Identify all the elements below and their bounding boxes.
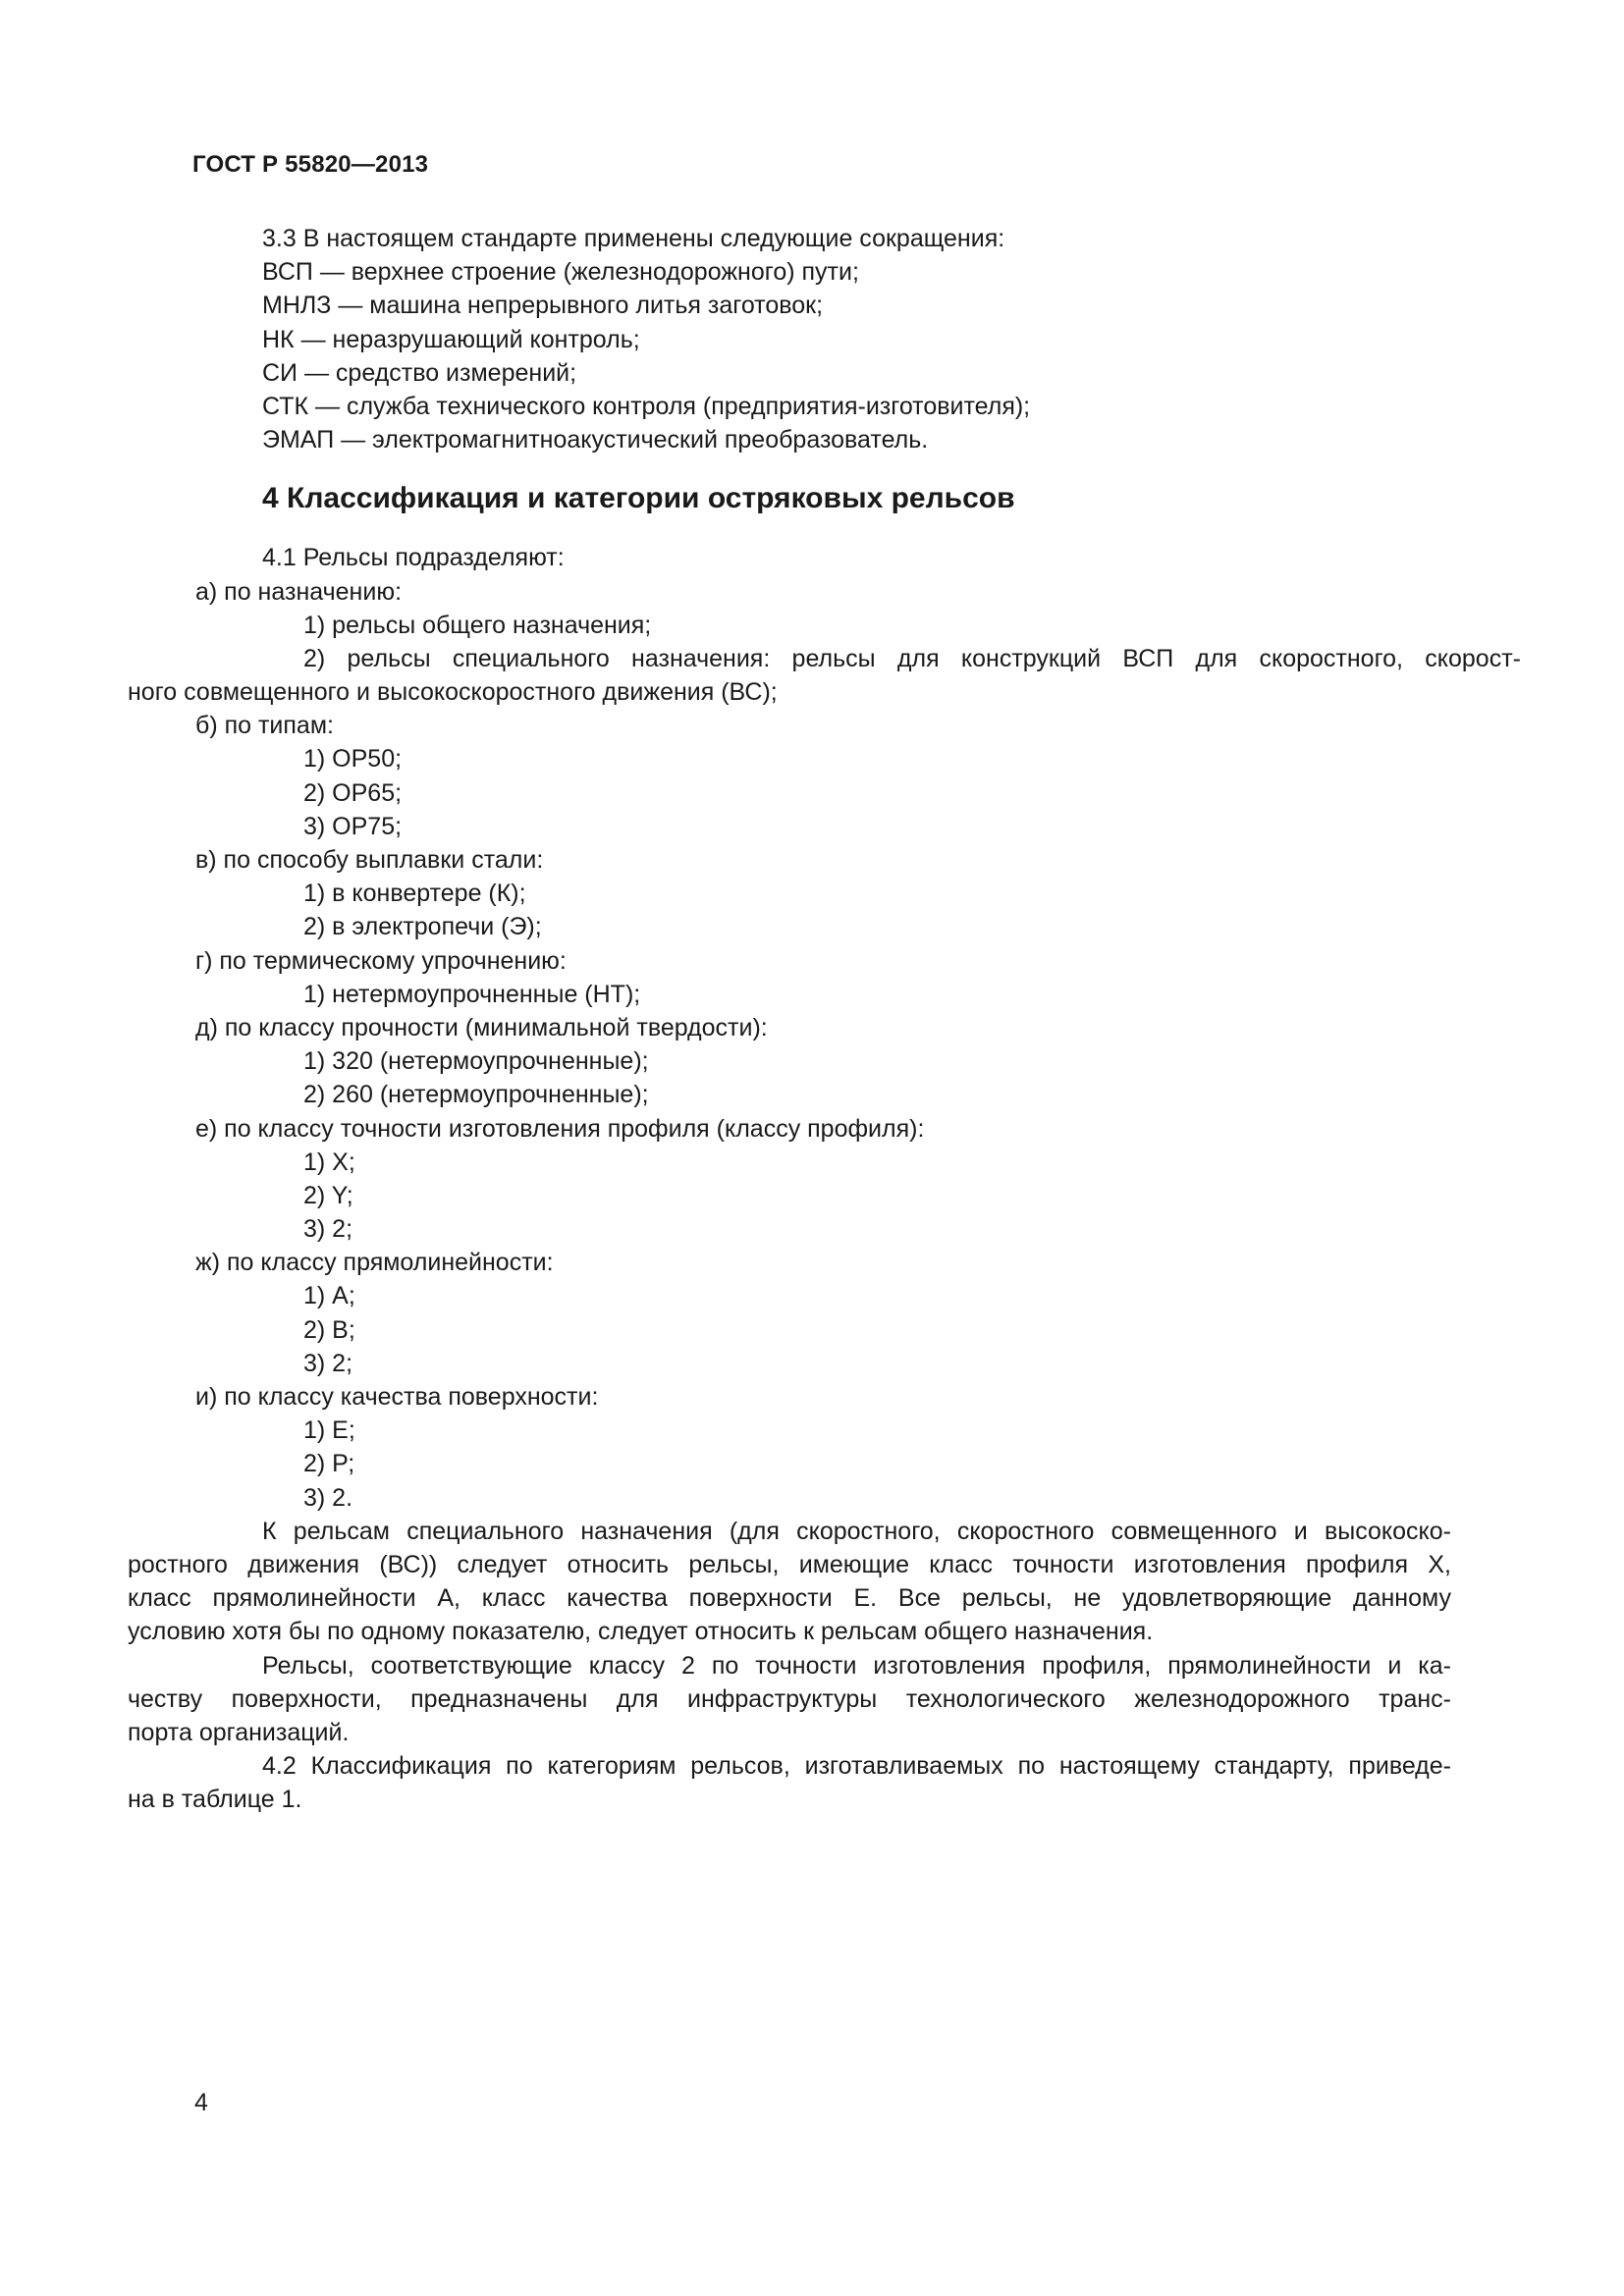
list-item: 2) ОР65;	[303, 778, 403, 807]
page-content	[128, 222, 1521, 1816]
list-item: 1) Е;	[303, 1416, 355, 1445]
list-item: 2) Р;	[303, 1450, 355, 1478]
list-item: 2) в электропечи (Э);	[303, 913, 542, 941]
paragraph-line: порта организаций.	[128, 1718, 350, 1746]
list-item: 1) нетермоупрочненные (НТ);	[303, 980, 641, 1008]
list-item: 2) В;	[303, 1315, 355, 1344]
paragraph-line: ростного движения (ВС)) следует относить рельсы, имеющие класс точности изготовления профиля Х,	[128, 1550, 1451, 1578]
abbreviation-item: НК — неразрушающий контроль;	[262, 325, 640, 353]
list-label-zh: ж) по классу прямолинейности:	[195, 1249, 554, 1277]
list-label-e: е) по классу точности изготовления профиля (классу профиля):	[195, 1114, 925, 1143]
list-item: 1) рельсы общего назначения;	[303, 611, 652, 639]
clause-4-1-intro: 4.1 Рельсы подразделяют:	[262, 544, 565, 572]
list-item: 1) 320 (нетермоупрочненные);	[303, 1047, 649, 1076]
list-label-a: а) по назначению:	[195, 577, 403, 606]
list-item-a2-line2: ного совмещенного и высокоскоростного движения (ВС);	[128, 678, 778, 707]
paragraph-line: К рельсам специального назначения (для скоростного, скоростного совмещенного и высокоско-	[262, 1517, 1451, 1545]
paragraph-line: 4.2 Классификация по категориям рельсов, изготавливаемых по настоящему стандарту, приведе-	[262, 1752, 1451, 1781]
list-item: 2) 260 (нетермоупрочненные);	[303, 1081, 649, 1109]
list-item-a2-line1: 2) рельсы специального назначения: рельсы для конструкций ВСП для скоростного, скорост-	[303, 644, 1521, 672]
section-3-3-intro: 3.3 В настоящем стандарте применены следующие сокращения:	[262, 225, 1005, 252]
abbreviation-item: СТК — служба технического контроля (предприятия-изготовителя);	[262, 392, 1031, 420]
list-label-v: в) по способу выплавки стали:	[195, 846, 544, 874]
list-item: 1) ОР50;	[303, 745, 403, 774]
list-item: 1) А;	[303, 1282, 355, 1310]
list-item: 2) Y;	[303, 1181, 353, 1209]
list-item: 1) в конвертере (К);	[303, 880, 526, 908]
abbreviation-item: МНЛЗ — машина непрерывного литья заготовок;	[262, 292, 824, 320]
paragraph-line: честву поверхности, предназначены для инфраструктуры технологического железнодорожного транс-	[128, 1684, 1451, 1713]
paragraph-class-2-rails	[128, 1649, 1451, 1750]
abbreviation-item: СИ — средство измерений;	[262, 358, 577, 387]
list-item: 3) 2;	[303, 1215, 353, 1244]
list-item: 3) ОР75;	[303, 812, 403, 840]
list-label-i: и) по классу качества поверхности:	[195, 1383, 599, 1411]
paragraph-line: на в таблице 1.	[128, 1786, 302, 1814]
list-item: 3) 2;	[303, 1349, 353, 1377]
list-item: 3) 2.	[303, 1483, 353, 1512]
list-label-b: б) по типам:	[195, 712, 334, 740]
abbreviation-item: ВСП — верхнее строение (железнодорожного) пути;	[262, 258, 859, 287]
document-header: ГОСТ Р 55820—2013	[192, 151, 429, 178]
list-label-d: д) по классу прочности (минимальной твердости):	[195, 1013, 768, 1041]
section-4-heading: 4 Классификация и категории остряковых рельсов	[262, 482, 1015, 515]
list-label-g: г) по термическому упрочнению:	[195, 946, 567, 975]
clause-4-2	[128, 1749, 1451, 1816]
paragraph-line: Рельсы, соответствующие классу 2 по точности изготовления профиля, прямолинейности и ка-	[262, 1651, 1451, 1680]
list-item: 1) X;	[303, 1148, 355, 1176]
page-number: 4	[194, 2089, 208, 2116]
abbreviation-item: ЭМАП — электромагнитноакустический преобразователь.	[262, 426, 929, 454]
paragraph-line: класс прямолинейности А, класс качества поверхности Е. Все рельсы, не удовлетворяющие данному	[128, 1584, 1451, 1613]
paragraph-special-rails	[128, 1515, 1451, 1649]
paragraph-line: условию хотя бы по одному показателю, следует относить к рельсам общего назначения.	[128, 1618, 1154, 1646]
